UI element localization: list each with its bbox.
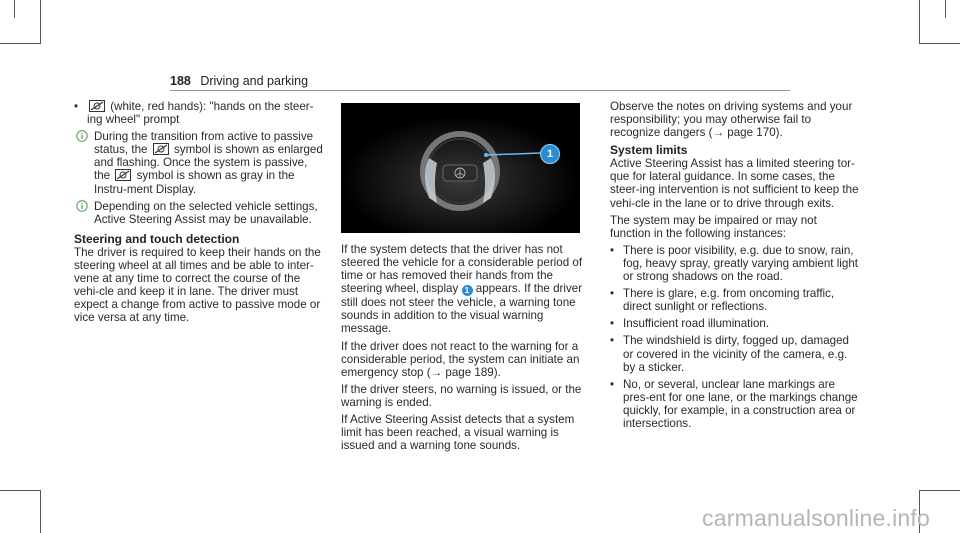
right-column: [610, 100, 860, 434]
callout-badge: 1: [462, 285, 473, 296]
section-title: Driving and parking: [200, 74, 309, 88]
note-text: symbol is shown as enlarged and flashing. Once the system is passive, the: [94, 143, 323, 183]
section-heading: System limits: [610, 143, 688, 158]
note-text: symbol is shown as gray in the Instru-ment Display.: [94, 169, 295, 196]
page-number: 188: [170, 74, 191, 88]
info-note: [74, 200, 326, 226]
note-text: Depending on the selected vehicle settings, Active Steering Assist may be unavailable.: [94, 199, 318, 226]
paragraph: If Active Steering Assist detects that a system limit has been reached, a visual warning is issued and a warning tone sounds.: [341, 413, 575, 453]
crop-mark: [40, 0, 41, 44]
crop-mark: [0, 43, 41, 44]
bullet-text: (white, red hands): "hands on the steer-ing wheel" prompt: [87, 100, 314, 127]
steering-hands-icon: [89, 100, 105, 112]
crop-mark: [945, 0, 946, 18]
list-item: • (white, red hands): "hands on the steer-ing wheel" prompt: [74, 100, 314, 127]
steering-hands-icon: [153, 143, 169, 155]
instrument-display-figure: [341, 103, 580, 233]
bullet-text: There is glare, e.g. from oncoming traffic, direct sunlight or reflections.: [623, 287, 835, 314]
list-item: • Insufficient road illumination.: [610, 317, 770, 331]
paragraph-text: appears. If the driver still does not steer the vehicle, a warning tone sounds in addition to the visual warning message.: [341, 282, 583, 336]
crop-mark: [40, 490, 41, 533]
crop-mark: [919, 490, 960, 491]
list-item: • There is poor visibility, e.g. due to snow, rain, fog, heavy spray, greatly varying ambient light or strong shadows on the road.: [610, 243, 858, 284]
paragraph: If the driver does not react to the warning for a considerable period, the system can initiate an emergency stop (→ page 189).: [341, 339, 580, 379]
paragraph: If the driver steers, no warning is issued, or the warning is ended.: [341, 382, 582, 409]
paragraph: Observe the notes on driving systems and your responsibility; you may otherwise fail to recognize dangers (→ page 170).: [610, 100, 853, 140]
paragraph: The system may be impaired or may not function in the following instances:: [610, 213, 817, 240]
paragraph: [341, 243, 586, 336]
crop-mark: [919, 0, 920, 44]
list-item: • There is glare, e.g. from oncoming traffic, direct sunlight or reflections.: [610, 287, 835, 314]
callout-badge: [540, 144, 560, 164]
list-item: • The windshield is dirty, fogged up, damaged or covered in the vicinity of the camera, e.g. by a sticker.: [610, 334, 849, 374]
crop-mark: [0, 490, 41, 491]
paragraph: The driver is required to keep their hands on the steering wheel at all times and be able to inter-vene at any time to correct the course of the vehi-cle and keep it in lane. The driver must expect a change from active to passive mode or vice versa at any time.: [74, 245, 321, 325]
crop-mark: [919, 43, 960, 44]
steering-wheel-illustration: [341, 103, 580, 233]
page-header: [170, 74, 308, 88]
bullet-text: The windshield is dirty, fogged up, damaged or covered in the vicinity of the camera, e.g. by a sticker.: [623, 334, 849, 374]
header-rule: [170, 90, 790, 91]
list-item: • No, or several, unclear lane markings are pres-ent for one lane, or the markings change quickly, for example, in a construction area or intersections.: [610, 377, 858, 430]
steering-hands-icon: [115, 169, 131, 181]
left-column: [74, 100, 326, 328]
callout-number: 1: [546, 148, 554, 160]
watermark: carmanualsonline.info: [702, 505, 930, 531]
section-heading: Steering and touch detection: [74, 231, 240, 246]
bullet-text: There is poor visibility, e.g. due to snow, rain, fog, heavy spray, greatly varying ambient light or strong shadows on the road.: [623, 243, 858, 284]
paragraph-text: If the system detects that the driver has not steered the vehicle for a considerable period of time or has removed their hands from the steering wheel, display: [341, 243, 583, 296]
info-note: [74, 130, 326, 195]
note-text: During the transition from active to passive status, the: [94, 130, 314, 157]
middle-column: [341, 243, 586, 456]
paragraph: Active Steering Assist has a limited steering tor-que for lateral guidance. In some cases, the steer-ing intervention is not sufficient to keep the vehi-cle in the lane or to drive through exits.: [610, 157, 859, 210]
info-icon: [76, 200, 88, 212]
bullet-text: No, or several, unclear lane markings are pres-ent for one lane, or the markings change quickly, for example, in a construction area or intersections.: [623, 377, 858, 430]
bullet-text: Insufficient road illumination.: [623, 317, 770, 331]
info-icon: [76, 130, 88, 142]
crop-mark: [14, 0, 15, 18]
